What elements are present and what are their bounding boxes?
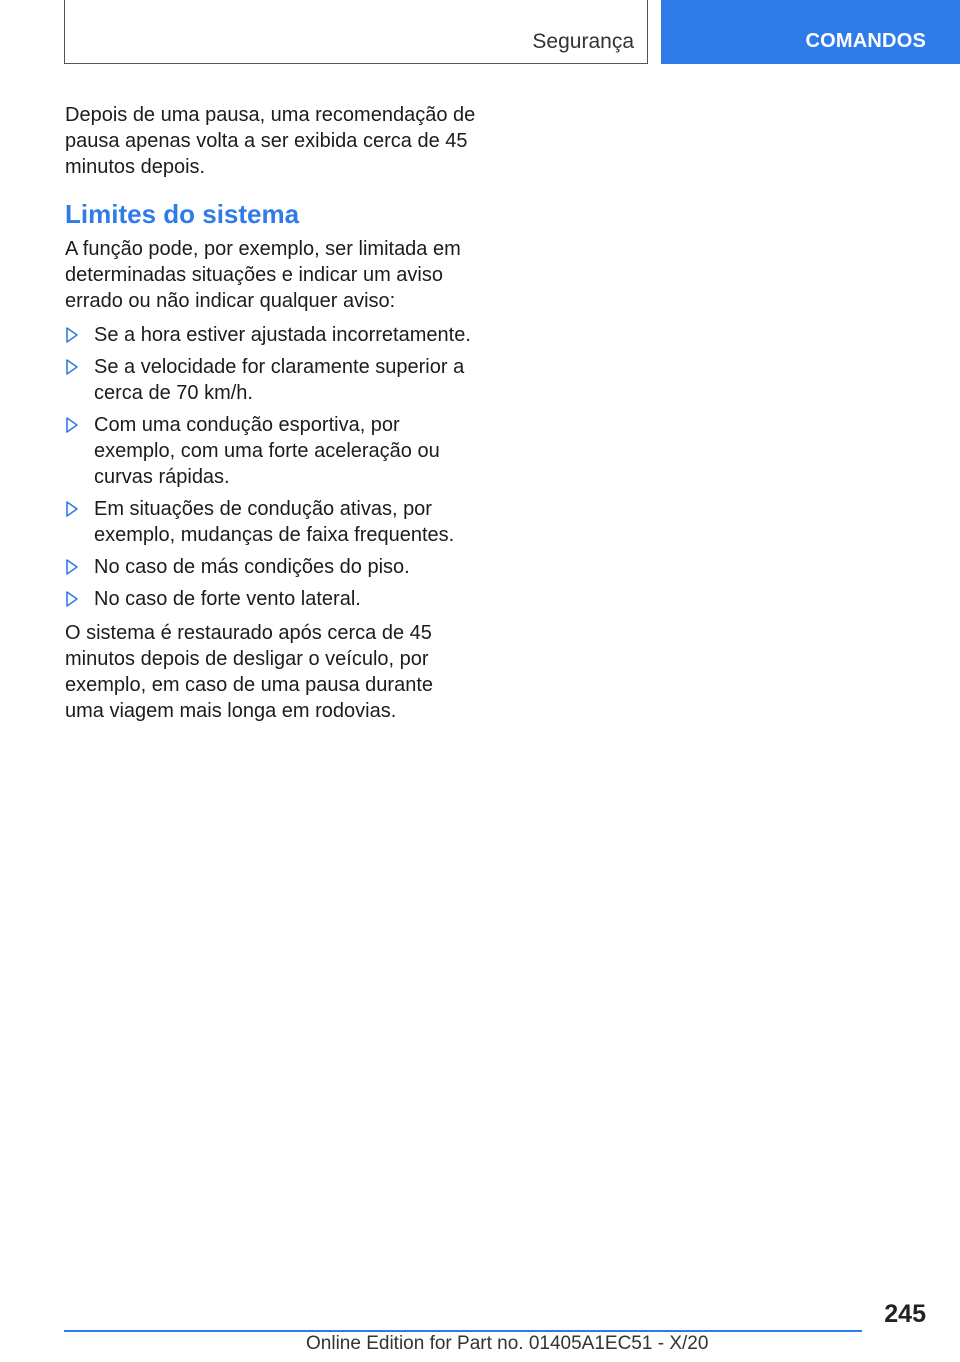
bullet-triangle-icon	[65, 590, 79, 608]
main-content	[65, 102, 477, 732]
section-heading: Limites do sistema	[65, 199, 300, 229]
list-item	[65, 412, 477, 490]
bullet-triangle-icon	[65, 358, 79, 376]
header-section-box	[64, 0, 648, 64]
list-item-text: Se a velocidade for claramente superior a cerca de 70 km/h.	[94, 356, 465, 404]
list-item	[65, 554, 477, 580]
list-item	[65, 496, 477, 548]
list-item	[65, 354, 477, 406]
bullet-triangle-icon	[65, 416, 79, 434]
list-item	[65, 322, 477, 348]
closing-paragraph: O sistema é restaurado após cerca de 45 minutos depois de desligar o veículo, por exemplo, em caso de uma pausa durante uma viagem mais longa em rodovias.	[65, 622, 433, 722]
limits-paragraph: A função pode, por exemplo, ser limitada em determinadas situações e indicar um aviso errado ou não indicar qualquer aviso:	[65, 238, 461, 312]
footer-edition: Online Edition for Part no. 01405A1EC51 - X/20	[306, 1333, 709, 1354]
chapter-title: COMANDOS	[805, 30, 926, 52]
footer-divider	[64, 1330, 862, 1332]
list-item-text: Em situações de condução ativas, por exemplo, mudanças de faixa frequentes.	[94, 498, 455, 546]
page-number: 245	[884, 1300, 926, 1328]
section-title: Segurança	[532, 30, 634, 53]
intro-paragraph: Depois de uma pausa, uma recomendação de pausa apenas volta a ser exibida cerca de 45 minutos depois.	[65, 104, 476, 178]
limits-list	[65, 322, 477, 612]
bullet-triangle-icon	[65, 500, 79, 518]
list-item-text: No caso de forte vento lateral.	[94, 588, 361, 610]
list-item	[65, 586, 477, 612]
list-item-text: Se a hora estiver ajustada incorretamente.	[94, 324, 471, 346]
chapter-tab	[661, 0, 960, 64]
list-item-text: No caso de más condições do piso.	[94, 556, 410, 578]
list-item-text: Com uma condução esportiva, por exemplo, com uma forte aceleração ou curvas rápidas.	[94, 414, 440, 488]
bullet-triangle-icon	[65, 558, 79, 576]
bullet-triangle-icon	[65, 326, 79, 344]
